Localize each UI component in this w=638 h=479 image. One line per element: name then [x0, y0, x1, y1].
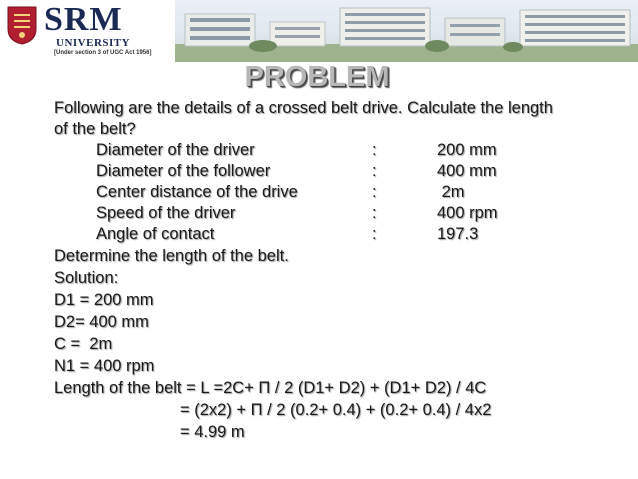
slide-title: PROBLEM: [244, 61, 390, 93]
detail-separator: :: [372, 204, 377, 222]
detail-separator: :: [372, 162, 377, 180]
calculation-line: = (2x2) + Π / 2 (0.2+ 0.4) + (0.2+ 0.4) / 4x2: [180, 401, 492, 419]
detail-separator: :: [372, 141, 377, 159]
logo-note: [Under section 3 of UGC Act 1956]: [54, 50, 152, 56]
solution-heading: Solution:: [54, 269, 119, 287]
intro-line-2: of the belt?: [54, 120, 136, 138]
detail-separator: :: [372, 225, 377, 243]
detail-value: 200 mm: [437, 141, 497, 159]
detail-label: Speed of the driver: [96, 204, 236, 222]
logo-subtext: UNIVERSITY: [56, 37, 131, 49]
solution-line: D1 = 200 mm: [54, 291, 154, 309]
solution-line: C = 2m: [54, 335, 113, 353]
detail-value: 400 rpm: [437, 204, 498, 222]
logo-text: SRM: [44, 1, 123, 38]
detail-value: 2m: [437, 183, 465, 201]
determine-line: Determine the length of the belt.: [54, 247, 289, 265]
solution-line: N1 = 400 rpm: [54, 357, 155, 375]
detail-label: Diameter of the follower: [96, 162, 271, 180]
header-banner: [0, 0, 638, 62]
detail-label: Diameter of the driver: [96, 141, 255, 159]
detail-separator: :: [372, 183, 377, 201]
formula-line: Length of the belt = L =2C+ Π / 2 (D1+ D2) + (D1+ D2) / 4C: [54, 379, 487, 397]
crest-icon: [6, 5, 38, 45]
detail-label: Angle of contact: [96, 225, 215, 243]
intro-line-1: Following are the details of a crossed belt drive. Calculate the length: [54, 99, 553, 117]
detail-value: 400 mm: [437, 162, 497, 180]
campus-photo: [175, 0, 638, 62]
detail-value: 197.3: [437, 225, 479, 243]
solution-line: D2= 400 mm: [54, 313, 149, 331]
result-line: = 4.99 m: [180, 423, 245, 441]
detail-label: Center distance of the drive: [96, 183, 298, 201]
university-logo: [0, 0, 175, 62]
